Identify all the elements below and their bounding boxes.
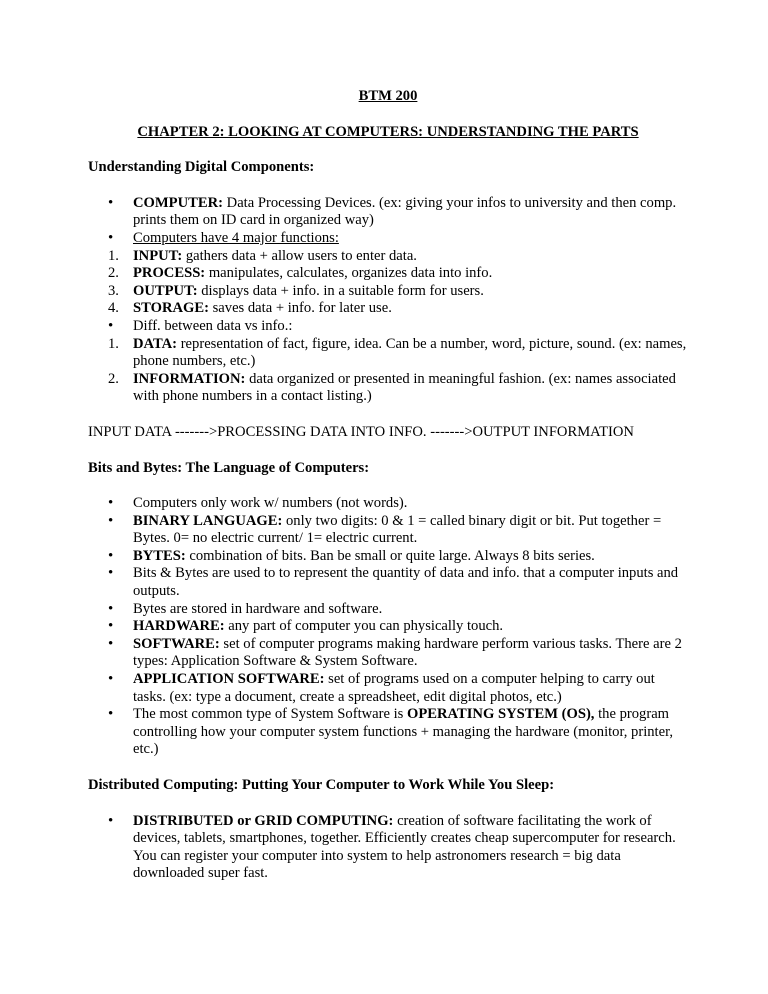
- bullet-icon: [108, 671, 128, 689]
- list-item: [88, 195, 688, 230]
- list-number: 2.: [108, 265, 119, 282]
- definition: manipulates, calculates, organizes data into info.: [205, 265, 493, 282]
- list-item: [88, 548, 688, 566]
- bullet-icon: [108, 513, 128, 531]
- term: STORAGE:: [133, 300, 209, 317]
- bullet-icon: [108, 706, 128, 724]
- bullet-icon: [108, 548, 128, 566]
- list-item: [88, 300, 688, 318]
- list-item: [88, 265, 688, 283]
- document-page: [88, 88, 688, 901]
- term: PROCESS:: [133, 265, 206, 282]
- term: OPERATING SYSTEM (OS),: [407, 706, 595, 723]
- list-item: [88, 248, 688, 266]
- list-item: [88, 336, 688, 371]
- definition: Bytes are stored in hardware and software.: [133, 600, 383, 617]
- term: OUTPUT:: [133, 282, 198, 299]
- bits-bytes-list: [88, 495, 688, 759]
- course-title: BTM 200: [358, 88, 418, 104]
- list-item: [88, 636, 688, 671]
- term: DISTRIBUTED or GRID COMPUTING:: [133, 812, 394, 829]
- definition: Data Processing Devices. (ex: giving your infos to university and then comp. prints them on ID card in organized way): [133, 194, 677, 229]
- distributed-computing-list: [88, 813, 688, 883]
- definition: saves data + info. for later use.: [208, 300, 392, 317]
- definition: Computers only work w/ numbers (not words).: [133, 495, 408, 512]
- term: DATA:: [133, 335, 178, 352]
- chapter-title: CHAPTER 2: LOOKING AT COMPUTERS: UNDERSTANDING THE PARTS: [137, 123, 639, 140]
- definition: combination of bits. Ban be small or quite large. Always 8 bits series.: [185, 547, 595, 564]
- list-item: [88, 513, 688, 548]
- term: SOFTWARE:: [133, 635, 220, 652]
- list-number: 2.: [108, 370, 119, 387]
- definition: the program controlling how your computer system functions + managing the hardware (monitor, printer, etc.): [133, 706, 674, 758]
- definition: representation of fact, figure, idea. Can be a number, word, picture, sound. (ex: names, phone numbers, etc.): [133, 335, 687, 370]
- definition: gathers data + allow users to enter data.: [182, 247, 417, 264]
- list-item: [88, 601, 688, 619]
- definition-prefix: The most common type of System Software is: [133, 706, 408, 723]
- bullet-icon: [108, 565, 128, 583]
- data-flow-line: INPUT DATA ------->PROCESSING DATA INTO INFO. ------->OUTPUT INFORMATION: [88, 423, 634, 440]
- list-number: 1.: [108, 335, 119, 352]
- term: BYTES:: [133, 547, 186, 564]
- term: INFORMATION:: [133, 370, 246, 387]
- list-number: 3.: [108, 282, 119, 299]
- bullet-icon: [108, 618, 128, 636]
- list-item: [88, 671, 688, 706]
- bullet-icon: [108, 495, 128, 513]
- section-heading-digital-components: Understanding Digital Components:: [88, 159, 315, 176]
- section-heading-distributed-computing: Distributed Computing: Putting Your Computer to Work While You Sleep:: [88, 777, 555, 793]
- definition: Diff. between data vs info.:: [133, 317, 293, 334]
- definition: only two digits: 0 & 1 = called binary digit or bit. Put together = Bytes. 0= no electric current/ 1= electric current.: [133, 512, 662, 547]
- section-heading-bits-bytes: Bits and Bytes: The Language of Computers:: [88, 459, 370, 476]
- definition: displays data + info. in a suitable form for users.: [197, 282, 484, 299]
- list-item: [88, 371, 688, 406]
- bullet-icon: [108, 813, 128, 831]
- list-item: [88, 706, 688, 759]
- list-item: [88, 813, 688, 883]
- list-item: [88, 230, 688, 248]
- definition: creation of software facilitating the work of devices, tablets, smartphones, together. Efficiently creates cheap supercomputer for research. You can register your computer into system to help astronomers research = big data downloaded super fast.: [133, 812, 676, 882]
- list-item: [88, 618, 688, 636]
- list-item: [88, 495, 688, 513]
- definition: data organized or presented in meaningful fashion. (ex: names associated with phone numbers in a contact listing.): [133, 370, 676, 405]
- digital-components-list: [88, 195, 688, 406]
- list-number: 4.: [108, 300, 119, 317]
- definition: set of computer programs making hardware perform various tasks. There are 2 types: Application Software & System Software.: [133, 635, 682, 670]
- definition: Bits & Bytes are used to to represent the quantity of data and info. that a computer inputs and outputs.: [133, 565, 679, 600]
- term: APPLICATION SOFTWARE:: [133, 671, 325, 688]
- list-number: 1.: [108, 247, 119, 264]
- definition: any part of computer you can physically touch.: [224, 618, 504, 635]
- term: COMPUTER:: [133, 194, 223, 211]
- list-item: [88, 565, 688, 600]
- term: BINARY LANGUAGE:: [133, 512, 283, 529]
- subheading-text: Computers have 4 major functions:: [133, 229, 339, 246]
- term: HARDWARE:: [133, 618, 225, 635]
- list-item: [88, 283, 688, 301]
- bullet-icon: [108, 601, 128, 619]
- bullet-icon: [108, 195, 128, 213]
- list-item: [88, 318, 688, 336]
- definition: set of programs used on a computer helping to carry out tasks. (ex: type a document, create a spreadsheet, edit digital photos, etc.): [133, 671, 655, 705]
- term: INPUT:: [133, 247, 183, 264]
- bullet-icon: [108, 636, 128, 654]
- bullet-icon: [108, 318, 128, 336]
- bullet-icon: [108, 230, 128, 248]
